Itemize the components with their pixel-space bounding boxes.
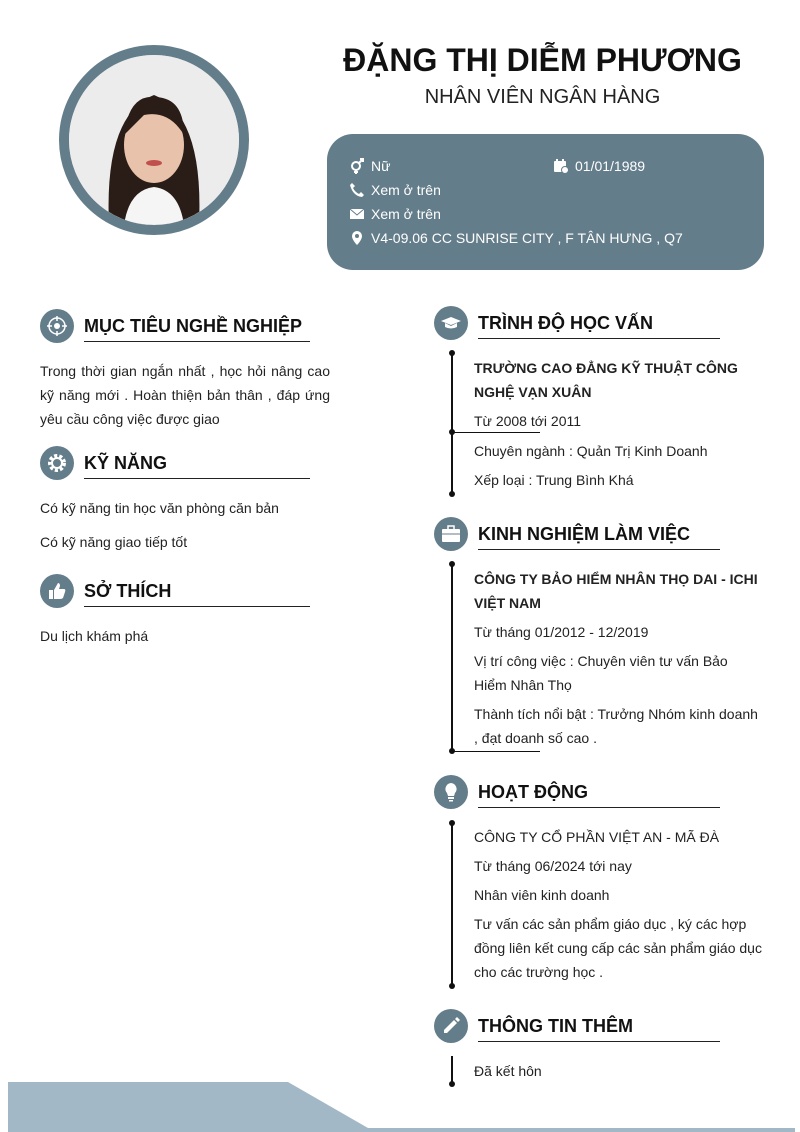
gear-icon (40, 446, 74, 480)
email-icon (349, 206, 365, 222)
address-value: V4-09.06 CC SUNRISE CITY , F TÂN HƯNG , Q7 (371, 230, 683, 246)
section-extra-heading: THÔNG TIN THÊM (434, 1009, 720, 1043)
graduation-cap-icon (434, 306, 468, 340)
calendar-icon (553, 158, 569, 174)
briefcase-icon (434, 517, 468, 551)
activity-company: CÔNG TY CỔ PHẦN VIỆT AN - MÃ ĐÀ (474, 829, 720, 845)
job-title: NHÂN VIÊN NGÂN HÀNG (424, 86, 661, 108)
profile-photo (59, 45, 249, 235)
hobby-item: Du lịch khám phá (40, 628, 149, 644)
experience-period: Từ tháng 01/2012 - 12/2019 (474, 624, 649, 640)
section-education-heading: TRÌNH ĐỘ HỌC VẤN (434, 306, 720, 340)
target-icon (40, 309, 74, 343)
section-objective-heading: MỤC TIÊU NGHỀ NGHIỆP (40, 309, 310, 343)
education-grade: Xếp loại : Trung Bình Khá (474, 472, 634, 488)
section-skills-heading: KỸ NĂNG (40, 446, 310, 480)
thumbs-up-icon (40, 574, 74, 608)
pencil-icon (434, 1009, 468, 1043)
phone-value: Xem ở trên (371, 182, 441, 198)
timeline-line (451, 563, 453, 751)
section-experience-heading: KINH NGHIỆM LÀM VIỆC (434, 517, 720, 551)
company-name: CÔNG TY BẢO HIỂM NHÂN THỌ DAI - ICHI VIỆT NAM (474, 571, 758, 611)
gender-icon (349, 158, 365, 174)
birthdate-value: 01/01/1989 (575, 158, 646, 174)
education-major: Chuyên ngành : Quản Trị Kinh Doanh (474, 443, 708, 459)
objective-text: Trong thời gian ngắn nhất , học hỏi nâng cao kỹ năng mới . Hoàn thiện bản thân , đáp ứng yêu cầu công việc được giao (40, 363, 330, 427)
skill-item: Có kỹ năng tin học văn phòng căn bản (40, 500, 279, 516)
lightbulb-icon (434, 775, 468, 809)
experience-position: Vị trí công việc : Chuyên viên tư vấn Bảo Hiểm Nhân Thọ (474, 653, 728, 693)
activity-role: Nhân viên kinh doanh (474, 887, 610, 903)
school-name: TRƯỜNG CAO ĐẲNG KỸ THUẬT CÔNG NGHỆ VẠN XUÂN (474, 360, 738, 400)
location-icon (349, 230, 365, 246)
email-value: Xem ở trên (371, 206, 441, 222)
section-activities-heading: HOẠT ĐỘNG (434, 775, 720, 809)
candidate-name: ĐẶNG THỊ DIỄM PHƯƠNG (343, 42, 742, 78)
divider (452, 751, 540, 752)
skill-item: Có kỹ năng giao tiếp tốt (40, 534, 188, 550)
activity-description: Tư vấn các sản phẩm giáo dục , ký các hợp đồng liên kết cung cấp các sản phẩm giáo dục cho các trường học . (474, 916, 762, 980)
activity-period: Từ tháng 06/2024 tới nay (474, 858, 632, 874)
extra-text: Đã kết hôn (474, 1063, 542, 1079)
education-period: Từ 2008 tới 2011 (474, 413, 582, 429)
experience-achievement: Thành tích nổi bật : Trưởng Nhóm kinh doanh , đạt doanh số cao . (474, 706, 758, 746)
gender-value: Nữ (371, 158, 391, 174)
timeline-line (451, 822, 453, 986)
footer-decoration (0, 1080, 800, 1132)
timeline-line (451, 352, 453, 494)
contact-info-box (327, 134, 764, 270)
phone-icon (349, 182, 365, 198)
section-hobbies-heading: SỞ THÍCH (40, 574, 310, 608)
